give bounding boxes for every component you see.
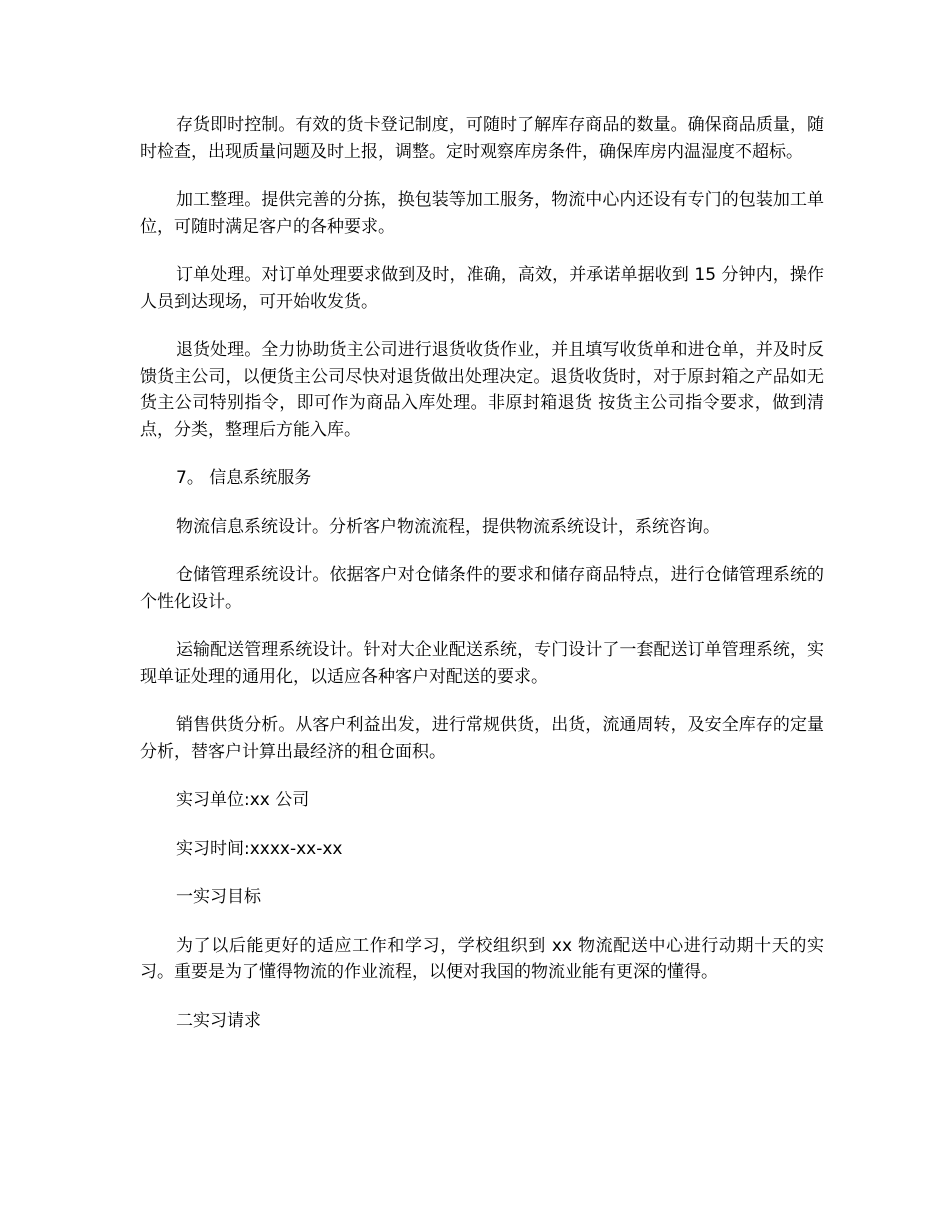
section-heading-goals: 一实习目标 (176, 887, 261, 907)
paragraph-goals: 为了以后能更好的适应工作和学习，学校组织到 xx 物流配送中心进行动期十天的实习。重要是为了懂得物流的作业流程，以便对我国的物流业能有更深的懂得。 (140, 935, 824, 982)
section-heading-info-system: 7。 信息系统服务 (176, 468, 312, 488)
internship-time: 实习时间:xxxx-xx-xx (176, 838, 343, 859)
document-body (140, 112, 824, 1034)
paragraph-inventory-control: 存货即时控制。有效的货卡登记制度，可随时了解库存商品的数量。确保商品质量，随时检查，出现质量问题及时上报，调整。定时观察库房条件，确保库房内温湿度不超标。 (140, 115, 824, 162)
paragraph-transport-system-design: 运输配送管理系统设计。针对大企业配送系统，专门设计了一套配送订单管理系统，实现单证处理的通用化，以适应各种客户对配送的要求。 (140, 640, 824, 687)
paragraph-processing: 加工整理。提供完善的分拣，换包装等加工服务，物流中心内还设有专门的包装加工单位，可随时满足客户的各种要求。 (140, 190, 824, 237)
paragraph-order-handling: 订单处理。对订单处理要求做到及时，准确，高效，并承诺单据收到 15 分钟内，操作人员到达现场，可开始收发货。 (140, 265, 824, 312)
paragraph-returns: 退货处理。全力协助货主公司进行退货收货作业，并且填写收货单和进仓单，并及时反馈货主公司，以便货主公司尽快对退货做出处理决定。退货收货时，对于原封箱之产品如无货主公司特别指令，即可作为商品入库处理。非原封箱退货 按货主公司指令要求，做到清点，分类，整理后方能入库。 (140, 340, 824, 440)
paragraph-warehouse-system-design: 仓储管理系统设计。依据客户对仓储条件的要求和储存商品特点，进行仓储管理系统的个性化设计。 (140, 565, 824, 612)
paragraph-sales-supply-analysis: 销售供货分析。从客户利益出发，进行常规供货，出货，流通周转，及安全库存的定量分析，替客户计算出最经济的租仓面积。 (140, 715, 824, 762)
paragraph-logistics-info-design: 物流信息系统设计。分析客户物流流程，提供物流系统设计，系统咨询。 (176, 516, 720, 537)
internship-unit: 实习单位:xx 公司 (176, 790, 310, 810)
section-heading-requirements: 二实习请求 (176, 1010, 261, 1031)
